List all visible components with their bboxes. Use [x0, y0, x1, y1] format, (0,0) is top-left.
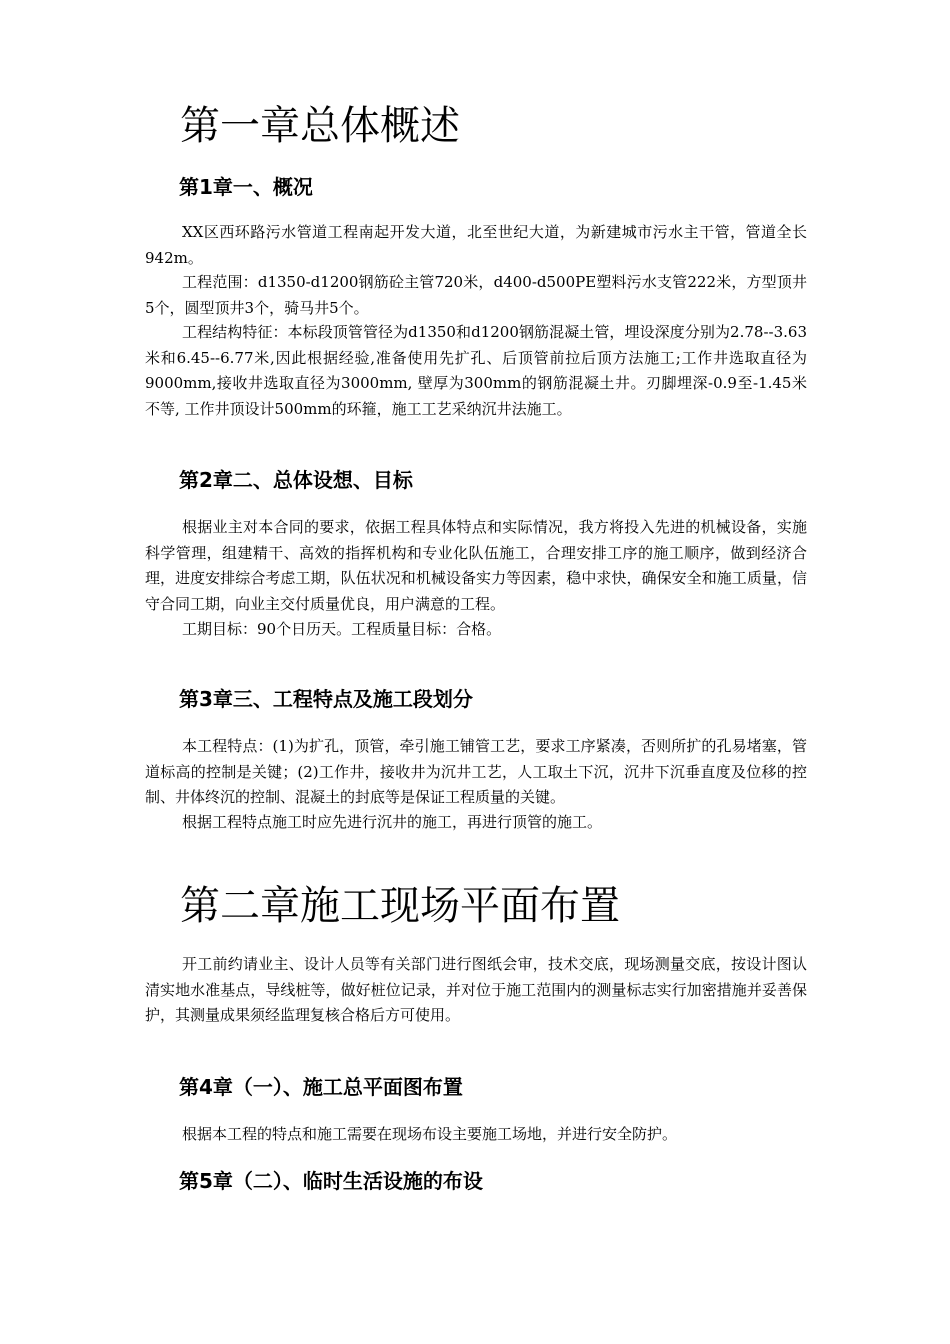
section-4-paragraph-1: 根据本工程的特点和施工需要在现场布设主要施工场地，并进行安全防护。 [182, 1125, 678, 1143]
section-2-paragraph-1: 根据业主对本合同的要求，依据工程具体特点和实际情况，我方将投入先进的机械设备，实施科学管理，组建精干、高效的指挥机构和专业化队伍施工，合理安排工序的施工顺序，做到经济合理，进度安排综合考虑工期，队伍状况和机械设备实力等因素，稳中求快，确保安全和施工质量，信守合同工期，向业主交付质量优良，用户满意的工程。 [145, 518, 807, 613]
section-1-paragraph-3: 工程结构特征：本标段顶管管径为d1350和d1200钢筋混凝土管，埋设深度分别为2.78--3.63米和6.45--6.77米,因此根据经验,准备使用先扩孔、后顶管前拉后顶方法施工;工作井选取直径为9000mm,接收井选取直径为3000mm, 壁厚为300mm的钢筋混凝土井。刃脚埋深-0.9至-1.45米不等, 工作井顶设计500mm的环箍，施工工艺采纳沉井法施工。 [145, 323, 807, 418]
section-4-title: 第4章（一）、施工总平面图布置 [179, 1075, 463, 1099]
chapter-2-intro: 开工前约请业主、设计人员等有关部门进行图纸会审，技术交底，现场测量交底，按设计图认清实地水准基点，导线桩等，做好桩位记录，并对位于施工范围内的测量标志实行加密措施并妥善保护，其测量成果须经监理复核合格后方可使用。 [145, 955, 807, 1024]
section-3-paragraph-1: 本工程特点：(1)为扩孔，顶管，牵引施工铺管工艺，要求工序紧凑，否则所扩的孔易堵塞，管道标高的控制是关键；(2)工作井，接收井为沉井工艺，人工取土下沉，沉井下沉垂直度及位移的控制、井体终沉的控制、混凝土的封底等是保证工程质量的关键。 [145, 737, 807, 806]
section-2-paragraph-2: 工期目标：90个日历天。工程质量目标：合格。 [182, 620, 502, 638]
section-2-title: 第2章二、总体设想、目标 [179, 468, 413, 492]
chapter-1-title: 第一章总体概述 [180, 103, 460, 149]
section-1-paragraph-2: 工程范围：d1350-d1200钢筋砼主管720米，d400-d500PE塑料污水支管222米，方型顶井5个，圆型顶井3个，骑马井5个。 [145, 273, 807, 317]
chapter-2-title: 第二章施工现场平面布置 [180, 883, 620, 929]
section-3-paragraph-2: 根据工程特点施工时应先进行沉井的施工，再进行顶管的施工。 [182, 813, 603, 831]
section-5-title: 第5章（二）、临时生活设施的布设 [179, 1169, 483, 1193]
section-3-title: 第3章三、工程特点及施工段划分 [179, 687, 473, 711]
section-1-title: 第1章一、概况 [179, 175, 313, 199]
section-1-paragraph-1: XX区西环路污水管道工程南起开发大道，北至世纪大道，为新建城市污水主干管，管道全长942m。 [145, 223, 807, 267]
